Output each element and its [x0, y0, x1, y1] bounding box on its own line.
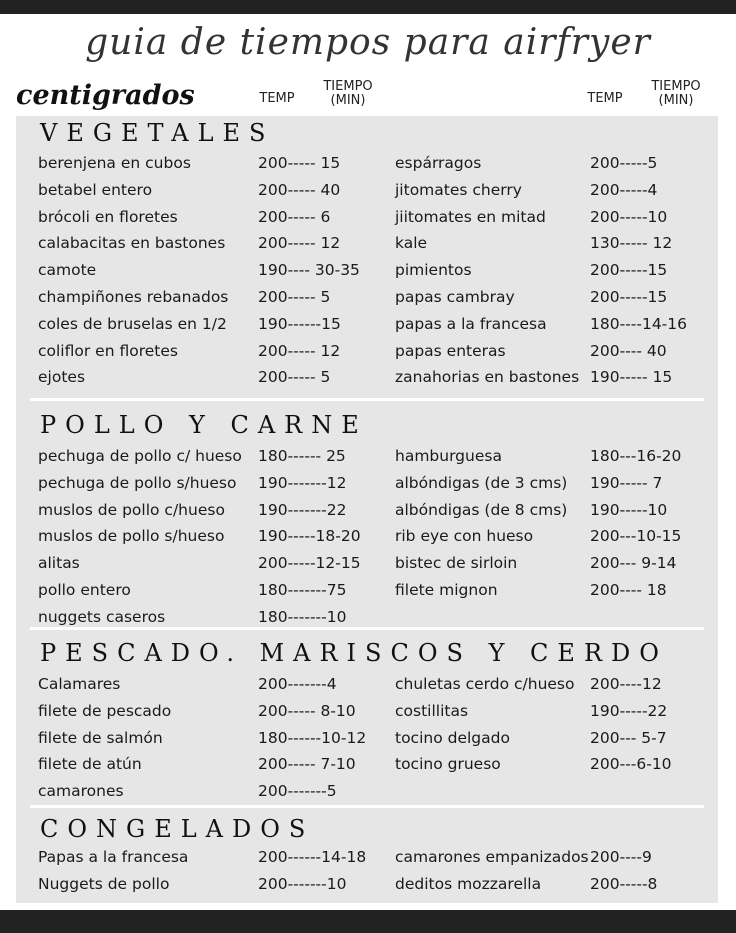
right-item-name: papas enteras [395, 341, 506, 360]
temp-header-left: TEMP [259, 91, 295, 106]
left-item-name: filete de atún [38, 755, 142, 774]
time-header-right-line1: TIEMPO [651, 79, 701, 94]
left-temp-time: 200----- 40 [258, 180, 341, 199]
time-header-left-line1: TIEMPO [323, 79, 373, 94]
right-item-name: chuletas cerdo c/hueso [395, 675, 575, 693]
left-item-name: pechuga de pollo c/ hueso [38, 447, 242, 465]
right-item-name: deditos mozzarella [395, 874, 542, 893]
left-item-name: calabacitas en bastones [38, 234, 226, 253]
left-temp-time: 180-------10 [258, 607, 347, 626]
right-item-name: pimientos [395, 261, 472, 280]
right-item-name: bistec de sirloin [395, 554, 518, 573]
right-item-name: tocino delgado [395, 728, 510, 747]
left-temp-time: 200-----12-15 [258, 554, 361, 573]
left-temp-time: 200-------5 [258, 782, 337, 801]
section-title: POLLO Y CARNE [40, 411, 368, 439]
right-temp-time: 200----12 [590, 675, 662, 693]
left-item-name: ejotes [38, 368, 86, 387]
left-temp-time: 200----- 12 [258, 341, 341, 360]
section-divider [30, 805, 704, 808]
section-title: PESCADO. MARISCOS Y CERDO [40, 639, 668, 667]
left-item-name: berenjena en cubos [38, 154, 191, 172]
left-temp-time: 180------ 25 [258, 447, 346, 465]
left-temp-time: 200-------4 [258, 675, 337, 693]
right-temp-time: 200--- 5-7 [590, 728, 667, 747]
bottom-border [0, 910, 736, 933]
right-temp-time: 200---6-10 [590, 755, 672, 774]
right-temp-time: 200---10-15 [590, 527, 682, 546]
right-item-name: albóndigas (de 3 cms) [395, 473, 568, 492]
right-item-name: tocino grueso [395, 755, 501, 774]
left-item-name: alitas [38, 554, 80, 573]
time-header-left-line2: (MIN) [330, 93, 366, 108]
left-item-name: camarones [38, 782, 124, 801]
left-temp-time: 190------15 [258, 314, 341, 333]
right-temp-time: 200-----15 [590, 261, 668, 280]
left-item-name: camote [38, 261, 97, 280]
left-item-name: Nuggets de pollo [38, 874, 170, 893]
left-temp-time: 190-------12 [258, 473, 347, 492]
left-temp-time: 190-------22 [258, 500, 347, 519]
unit-label: centigrados [16, 80, 195, 111]
left-temp-time: 200----- 8-10 [258, 701, 356, 720]
section-divider [30, 398, 704, 401]
left-item-name: muslos de pollo c/hueso [38, 500, 225, 519]
right-item-name: jitomates cherry [395, 180, 522, 199]
left-temp-time: 200----- 5 [258, 288, 331, 306]
left-item-name: betabel entero [38, 180, 153, 199]
right-temp-time: 190----- 15 [590, 368, 673, 387]
right-temp-time: 190-----10 [590, 500, 668, 519]
left-temp-time: 200----- 5 [258, 368, 331, 387]
left-temp-time: 190---- 30-35 [258, 261, 360, 280]
right-temp-time: 200-----4 [590, 180, 658, 199]
left-item-name: pechuga de pollo s/hueso [38, 473, 237, 492]
left-item-name: nuggets caseros [38, 607, 166, 626]
right-item-name: jiitomates en mitad [395, 207, 546, 226]
page-title: guia de tiempos para airfryer [85, 22, 651, 63]
right-temp-time: 180----14-16 [590, 314, 687, 333]
right-temp-time: 200---- 40 [590, 341, 667, 360]
right-temp-time: 200-----8 [590, 874, 658, 893]
right-item-name: hamburguesa [395, 447, 502, 465]
right-temp-time: 190----- 7 [590, 473, 663, 492]
left-temp-time: 200----- 6 [258, 207, 331, 226]
left-item-name: coliflor en floretes [38, 341, 178, 360]
section-title: CONGELADOS [40, 815, 315, 843]
time-header-left [312, 80, 384, 108]
top-border [0, 0, 736, 14]
right-temp-time: 200---- 18 [590, 581, 667, 599]
right-temp-time: 200-----10 [590, 207, 668, 226]
left-item-name: filete de pescado [38, 701, 172, 720]
right-temp-time: 200----9 [590, 848, 652, 866]
left-item-name: pollo entero [38, 581, 131, 599]
right-temp-time: 200-----5 [590, 154, 658, 172]
right-item-name: zanahorias en bastones [395, 368, 580, 387]
left-item-name: coles de bruselas en 1/2 [38, 314, 227, 333]
right-item-name: albóndigas (de 8 cms) [395, 500, 568, 519]
left-item-name: champiñones rebanados [38, 288, 229, 306]
left-item-name: Calamares [38, 675, 121, 693]
left-temp-time: 200----- 7-10 [258, 755, 356, 774]
section-title: VEGETALES [40, 119, 275, 147]
right-temp-time: 190-----22 [590, 701, 668, 720]
left-temp-time: 190-----18-20 [258, 527, 361, 546]
right-item-name: filete mignon [395, 581, 498, 599]
left-item-name: Papas a la francesa [38, 848, 189, 866]
left-temp-time: 200------14-18 [258, 848, 367, 866]
left-temp-time: 180-------75 [258, 581, 347, 599]
right-item-name: papas a la francesa [395, 314, 547, 333]
right-item-name: costillitas [395, 701, 469, 720]
right-item-name: espárragos [395, 154, 482, 172]
left-temp-time: 200----- 12 [258, 234, 341, 253]
right-item-name: camarones empanizados [395, 848, 589, 866]
right-item-name: rib eye con hueso [395, 527, 534, 546]
left-item-name: filete de salmón [38, 728, 163, 747]
right-temp-time: 200--- 9-14 [590, 554, 677, 573]
left-temp-time: 180------10-12 [258, 728, 367, 747]
right-temp-time: 180---16-20 [590, 447, 682, 465]
left-temp-time: 200-------10 [258, 874, 347, 893]
time-header-right-line2: (MIN) [658, 93, 694, 108]
time-header-right [640, 80, 712, 108]
right-temp-time: 130----- 12 [590, 234, 673, 253]
left-temp-time: 200----- 15 [258, 154, 341, 172]
temp-header-right: TEMP [587, 91, 623, 106]
left-item-name: muslos de pollo s/hueso [38, 527, 225, 546]
left-item-name: brócoli en floretes [38, 207, 178, 226]
right-item-name: papas cambray [395, 288, 515, 306]
right-item-name: kale [395, 234, 428, 253]
right-temp-time: 200-----15 [590, 288, 668, 306]
